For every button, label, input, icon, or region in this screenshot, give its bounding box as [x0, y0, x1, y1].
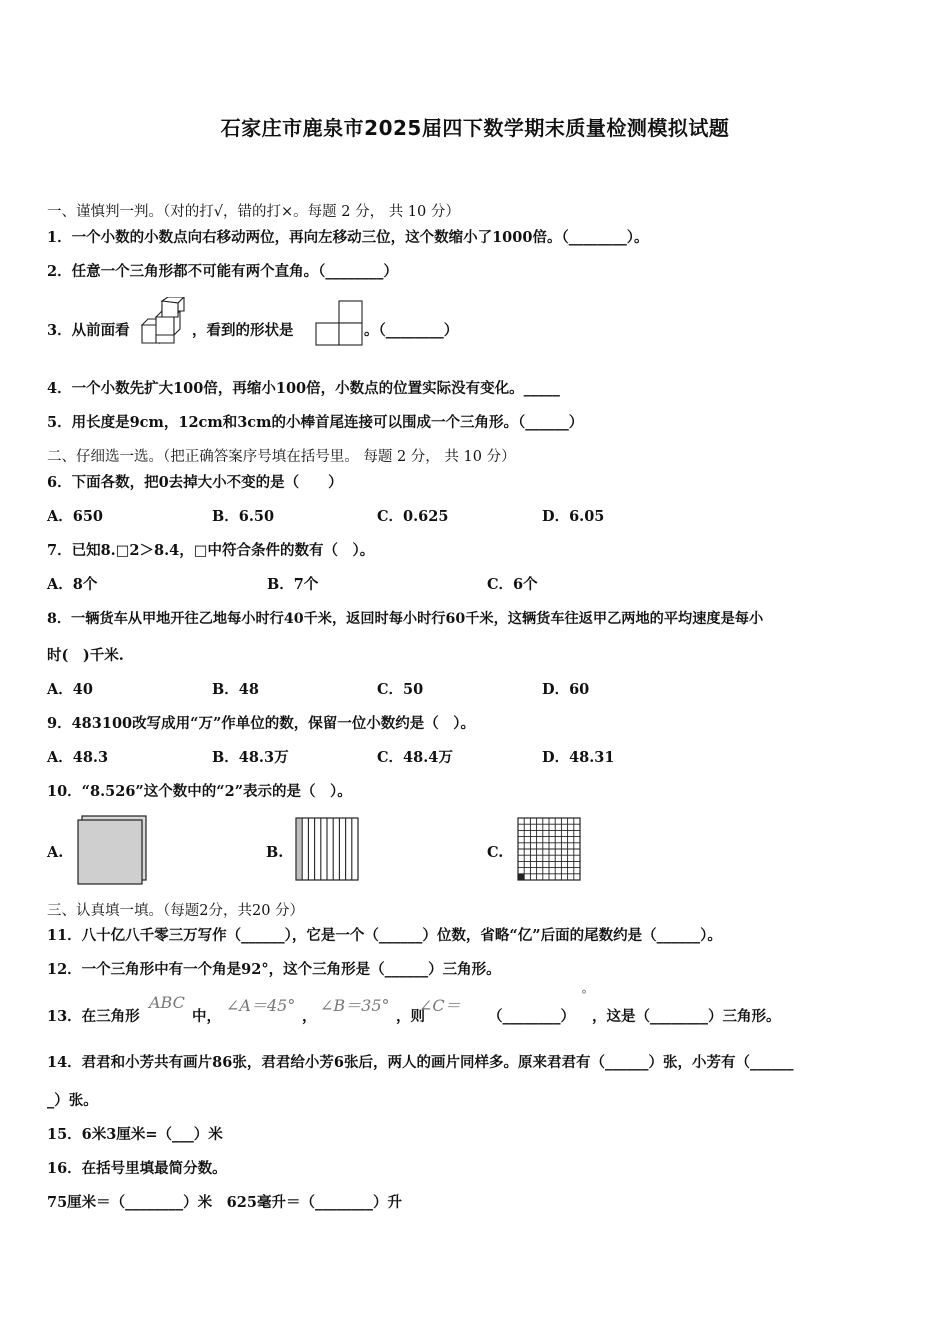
cube-stack-figure — [140, 297, 188, 345]
front-view-figure — [314, 300, 364, 348]
question-7: 7．已知8.□2＞8.4，□中符合条件的数有（ ）。 — [47, 542, 375, 559]
question-2: 2．任意一个三角形都不可能有两个直角。（________） — [47, 263, 398, 280]
question-16: 16．在括号里填最简分数。 — [47, 1160, 227, 1177]
page-title: 石家庄市鹿泉市2025届四下数学期末质量检测模拟试题 — [220, 116, 730, 140]
q8-option-c: C．50 — [377, 681, 424, 698]
q10-figure-c-grid — [516, 816, 584, 884]
question-13-text-b: 中， — [192, 1008, 221, 1025]
question-14-line-1: 14．君君和小芳共有画片86张，君君给小芳6张后，两人的画片同样多。原来君君有（______）张，小芳有（______ — [47, 1054, 794, 1071]
triangle-abc-label: ABC — [149, 993, 185, 1012]
q7-option-a: A．8个 — [47, 576, 98, 593]
question-13-text-a: 13．在三角形 — [47, 1008, 140, 1025]
q8-option-d: D．60 — [542, 681, 590, 698]
question-10: 10．“8.526”这个数中的“2”表示的是（ ）。 — [47, 783, 352, 800]
question-12: 12．一个三角形中有一个角是92°，这个三角形是（______）三角形。 — [47, 961, 501, 978]
question-3-text-a: 3．从前面看 — [47, 322, 130, 339]
section-2-heading: 二、仔细选一选。（把正确答案序号填在括号里。 每题 2 分， 共 10 分） — [47, 449, 516, 465]
q8-option-a: A．40 — [47, 681, 93, 698]
q6-option-a: A．650 — [47, 508, 104, 525]
question-3-text-b: ，看到的形状是 — [192, 322, 294, 339]
q9-option-a: A．48.3 — [47, 749, 109, 766]
question-6: 6．下面各数，把0去掉大小不变的是（ ） — [47, 474, 343, 491]
section-3-heading: 三、认真填一填。（每题2分，共20 分） — [47, 903, 305, 919]
q10-option-a: A. — [47, 844, 64, 861]
q10-figure-b-strips — [294, 816, 362, 884]
q7-option-b: B．7个 — [267, 576, 319, 593]
question-5: 5．用长度是9cm，12cm和3cm的小棒首尾连接可以围成一个三角形。（______） — [47, 414, 584, 431]
angle-a-value: ∠A＝45° — [226, 996, 296, 1015]
question-13-blank: （________） — [488, 1008, 575, 1025]
q9-option-d: D．48.31 — [542, 749, 615, 766]
question-8-line-1: 8．一辆货车从甲地开往乙地每小时行40千米，返回时每小时行60千米，这辆货车往返甲乙两地的平均速度是每小 — [47, 611, 764, 627]
angle-c-label: ∠C＝ — [419, 996, 461, 1015]
q9-option-b: B．48.3万 — [212, 749, 289, 766]
q6-option-d: D．6.05 — [542, 508, 605, 525]
q10-figure-a-square — [76, 815, 148, 885]
question-1: 1．一个小数的小数点向右移动两位，再向左移动三位，这个数缩小了1000倍。（________）。 — [47, 229, 649, 246]
question-15: 15．6米3厘米=（___）米 — [47, 1126, 223, 1143]
question-13-comma: ， — [302, 1008, 317, 1025]
q10-option-b: B. — [266, 844, 284, 861]
angle-b-value: ∠B＝35° — [320, 996, 390, 1015]
q7-option-c: C．6个 — [487, 576, 538, 593]
degree-sign: ° — [581, 988, 587, 1002]
q6-option-b: B．6.50 — [212, 508, 275, 525]
q9-option-c: C．48.4万 — [377, 749, 453, 766]
question-13-text-c: ，则 — [396, 1008, 425, 1025]
question-13-text-d: ，这是（________）三角形。 — [592, 1008, 781, 1025]
section-1-heading: 一、谨慎判一判。（对的打√，错的打×。每题 2 分， 共 10 分） — [47, 204, 460, 220]
question-14-line-2: _）张。 — [47, 1092, 98, 1109]
q10-option-c: C. — [487, 844, 504, 861]
question-4: 4．一个小数先扩大100倍，再缩小100倍，小数点的位置实际没有变化。_____ — [47, 380, 560, 397]
question-9: 9．483100改写成用“万”作单位的数，保留一位小数约是（ ）。 — [47, 715, 476, 732]
question-16-sub: 75厘米＝（________）米 625毫升＝（________）升 — [47, 1194, 402, 1211]
question-11: 11．八十亿八千零三万写作（______），它是一个（______）位数，省略“亿”后面的尾数约是（______）。 — [47, 927, 722, 944]
question-8-line-2: 时( )千米. — [47, 647, 124, 664]
q8-option-b: B．48 — [212, 681, 259, 698]
question-3-text-c: 。（________） — [364, 322, 459, 339]
q6-option-c: C．0.625 — [377, 508, 449, 525]
